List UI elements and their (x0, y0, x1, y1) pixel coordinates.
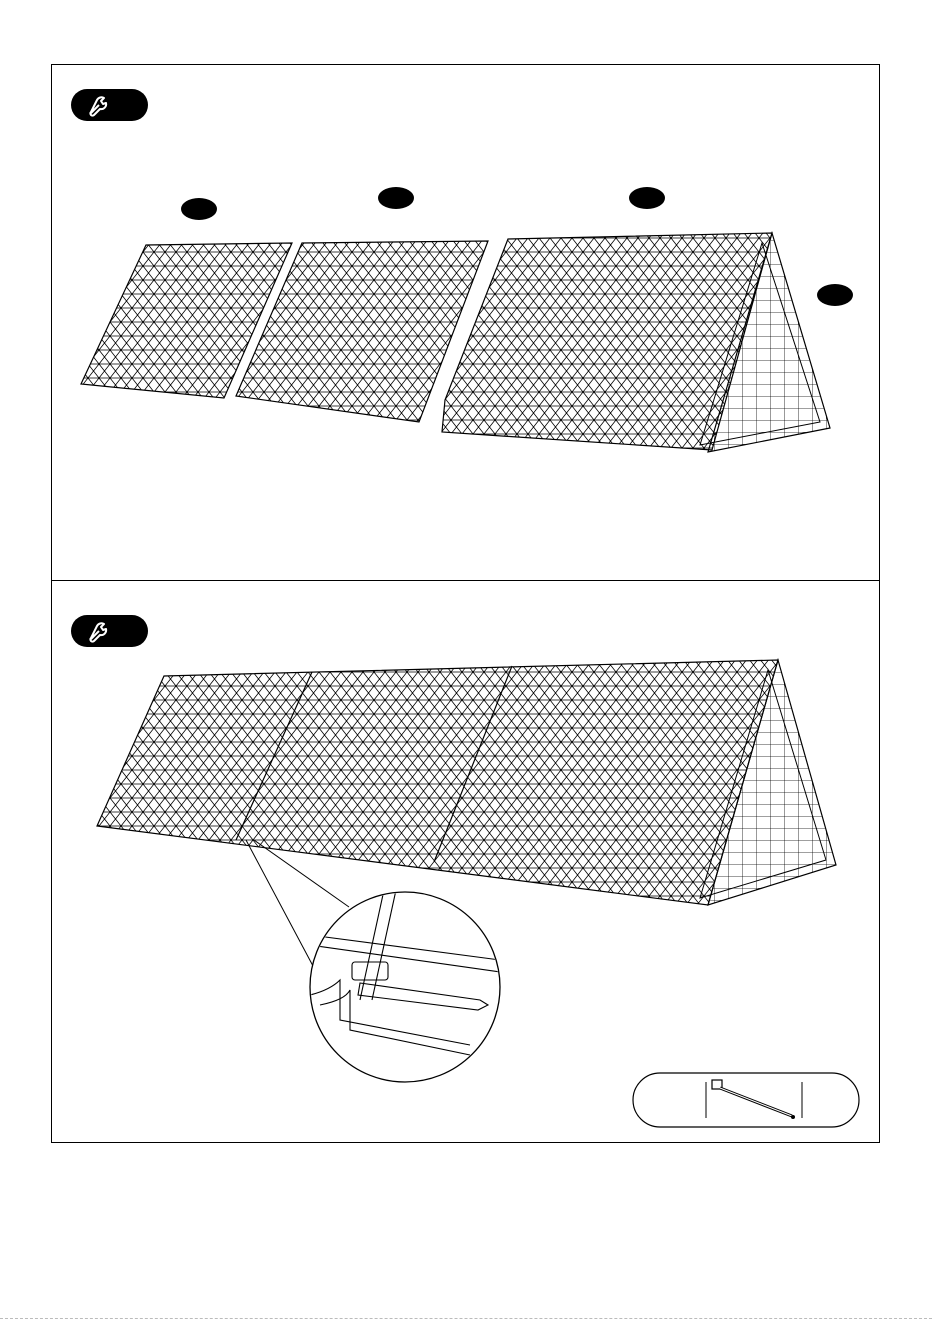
detail-circle (310, 890, 500, 1082)
page-edge (0, 1318, 932, 1319)
parts-box (633, 1073, 859, 1127)
assembled-run (97, 660, 836, 905)
